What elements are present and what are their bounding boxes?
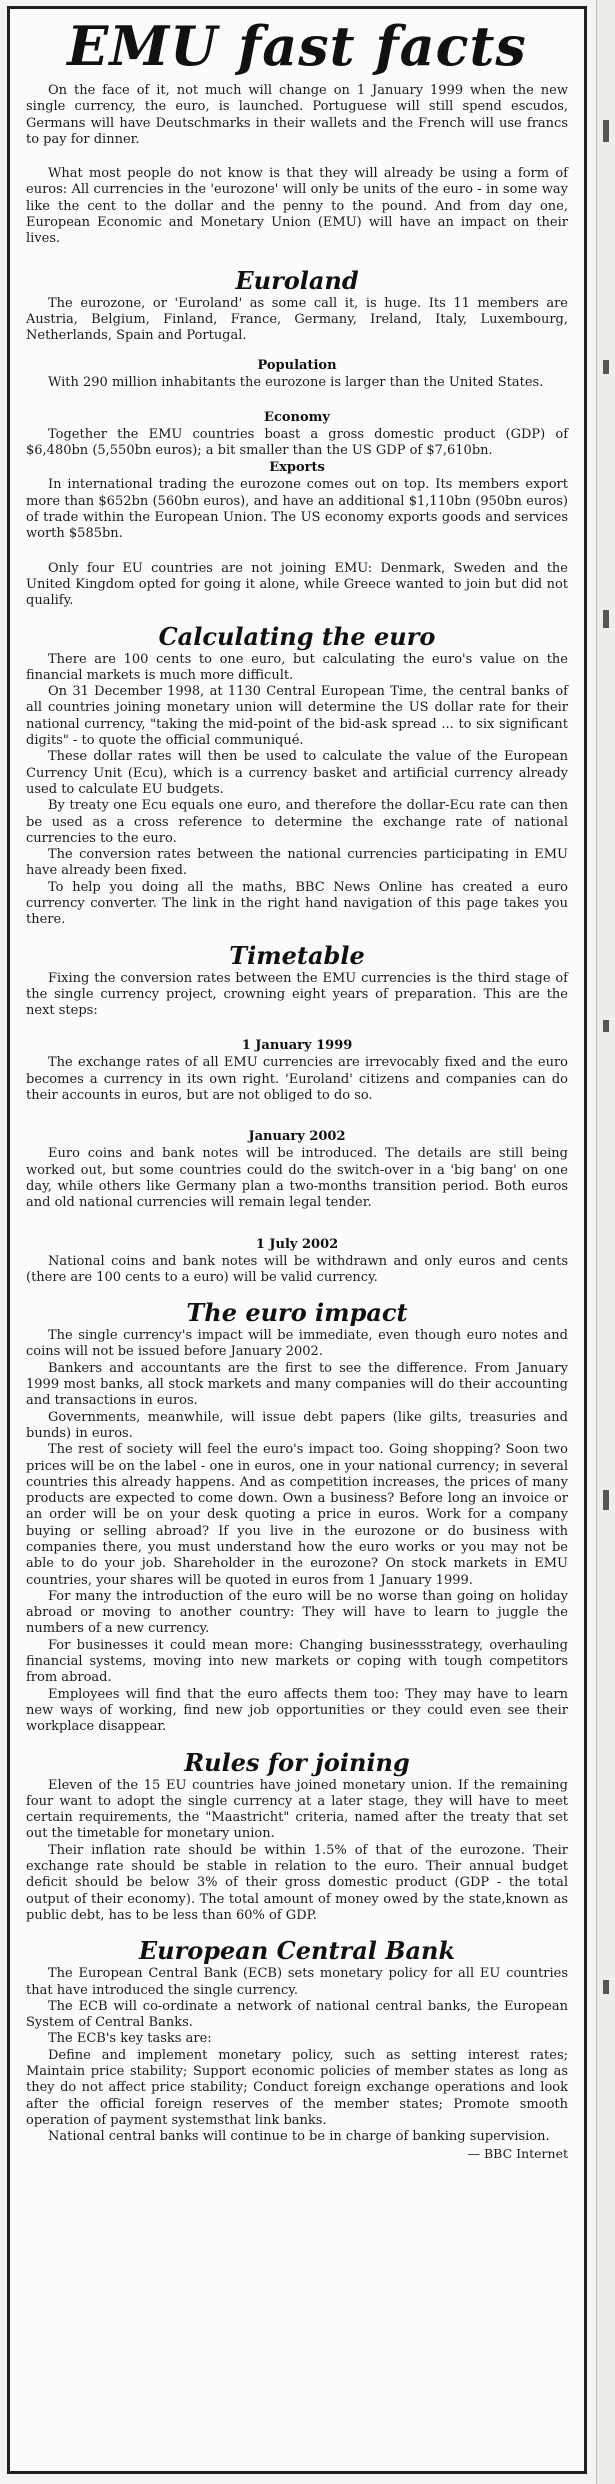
ecb-paragraph-1: The European Central Bank (ECB) sets monetary policy for all EU countries that have introduced the single currency. [26,1966,568,1998]
section-heading-ecb: European Central Bank [138,1936,456,1966]
intro-paragraph-1: On the face of it, not much will change on 1 January 1999 when the new single currency, the euro, is launched. Portuguese will still spend escudos, Germans will have Deutschmarks in their wallets and the French will use francs to pay for dinner. [26,83,568,147]
timetable-date-1: 1 January 1999 [241,1038,353,1054]
impact-paragraph-3: Governments, meanwhile, will issue debt papers (like gilts, treasuries and bunds) in euros. [26,1409,568,1441]
timetable-text-3: National coins and bank notes will be withdrawn and only euros and cents (there are 100 cents to a euro) will be valid currency. [26,1253,568,1285]
intro-paragraph-2: What most people do not know is that they will already be using a form of euros: All currencies in the 'eurozone' will only be units of the euro - in some way like the cent to the dollar and the penny to the pound. And from day one, European Economic and Monetary Union (EMU) will have an impact on their lives. [26,166,568,247]
ecb-paragraph-4: Define and implement monetary policy, such as setting interest rates; Maintain price stability; Support economic policies of member states as long as they do not affect price stability; Conduct foreign exchange operations and look after the official foreign reserves of the member states; Promote smooth operation of payment systemsthat link banks. [26,2047,568,2128]
calculating-paragraph-5: The conversion rates between the national currencies participating in EMU have already been fixed. [26,847,568,879]
calculating-paragraph-3: These dollar rates will then be used to calculate the value of the European Currency Unit (Ecu), which is a currency basket and artificial currency already used to calculate EU budgets. [26,749,568,797]
subheading-exports: Exports [269,460,325,476]
section-heading-impact: The euro impact [186,1298,408,1328]
impact-paragraph-1: The single currency's impact will be immediate, even though euro notes and coins will not be issued before January 2002. [26,1328,568,1360]
timetable-intro: Fixing the conversion rates between the EMU currencies is the third stage of the single currency project, crowning eight years of preparation. This are the next steps: [26,970,568,1019]
source-credit: — BBC Internet [467,2145,568,2161]
section-heading-rules: Rules for joining [184,1747,410,1777]
section-heading-calculating: Calculating the euro [158,621,436,651]
section-heading-timetable: Timetable [229,940,365,970]
economy-text: Together the EMU countries boast a gross domestic product (GDP) of $6,480bn (5,550bn euros); a bit smaller than the US GDP of $7,610bn. [26,426,568,459]
exports-text: In international trading the eurozone comes out on top. Its members export more than $652bn (560bn euros), and have an additional $1,110bn (950bn euros) of trade within the European Union. The US economy exports goods and services worth $585bn. [26,477,568,542]
ecb-paragraph-2: The ECB will co-ordinate a network of national central banks, the European System of Central Banks. [26,1998,568,2031]
calculating-paragraph-2: On 31 December 1998, at 1130 Central European Time, the central banks of all countries joining monetary union will determine the US dollar rate for their national currency, "taking the mid-point of the bid-ask spread ... to six significant digits" - to quote the official communiqué. [26,684,568,749]
timetable-date-2: January 2002 [248,1129,346,1145]
timetable-text-1: The exchange rates of all EMU currencies are irrevocably fixed and the euro becomes a currency in its own right. 'Euroland' citizens and companies can do their accounts in euros, but are not obliged to do so. [26,1055,568,1104]
calculating-paragraph-1: There are 100 cents to one euro, but calculating the euro's value on the financial markets is much more difficult. [26,651,568,683]
rules-paragraph-1: Eleven of the 15 EU countries have joined monetary union. If the remaining four want to adopt the single currency at a later stage, they will have to meet certain requirements, the "Maastricht" criteria, named after the treaty that set out the timetable for monetary union. [26,1777,568,1842]
population-text: With 290 million inhabitants the eurozone is larger than the United States. [48,374,544,390]
ecb-paragraph-5: National central banks will continue to be in charge of banking supervision. [48,2129,550,2145]
rules-paragraph-2: Their inflation rate should be within 1.5% of that of the eurozone. Their exchange rate should be stable in relation to the euro. Their annual budget deficit should be below 3% of their gross domestic product (GDP - the total output of their economy). The total amount of money owed by the state,known as public debt, has to be less than 60% of GDP. [26,1842,568,1923]
calculating-paragraph-6: To help you doing all the maths, BBC News Online has created a euro currency converter. The link in the right hand navigation of this page takes you there. [26,879,568,928]
subheading-economy: Economy [264,409,330,425]
article-title: EMU fast facts [67,14,527,78]
calculating-paragraph-4: By treaty one Ecu equals one euro, and therefore the dollar-Ecu rate can then be used as a cross reference to determine the exchange rate of national currencies to the euro. [26,798,568,846]
timetable-date-3: 1 July 2002 [255,1236,339,1252]
ecb-paragraph-3: The ECB's key tasks are: [48,2031,212,2047]
impact-paragraph-2: Bankers and accountants are the first to see the difference. From January 1999 most banks, all stock markets and many companies will do their accounting and transactions in euros. [26,1360,568,1409]
euroland-text: The eurozone, or 'Euroland' as some call it, is huge. Its 11 members are Austria, Belgium, Finland, France, Germany, Ireland, Italy, Luxembourg, Netherlands, Spain and Portugal. [26,295,568,344]
nonmembers-text: Only four EU countries are not joining EMU: Denmark, Sweden and the United Kingdom opted for going it alone, while Greece wanted to join but did not qualify. [26,560,568,609]
impact-paragraph-7: Employees will find that the euro affects them too: They may have to learn new ways of working, find new job opportunities or they could even see their workplace disappear. [26,1686,568,1735]
section-heading-euroland: Euroland [235,265,359,295]
article-box [7,6,587,2474]
adjacent-column-edge [596,0,615,2484]
impact-paragraph-5: For many the introduction of the euro will be no worse than going on holiday abroad or moving to another country: They will have to learn to juggle the numbers of a new currency. [26,1588,568,1637]
timetable-text-2: Euro coins and bank notes will be introduced. The details are still being worked out, but some countries could do the switch-over in a 'big bang' on one day, while others like Germany plan a two-months transition period. Both euros and old national currencies will remain legal tender. [26,1146,568,1211]
impact-paragraph-4: The rest of society will feel the euro's impact too. Going shopping? Soon two prices will be on the label - one in euros, one in your national currency; in several countries this already happens. And as competition increases, the prices of many products are expected to come down. Own a business? Before long an invoice or an order will be on your desk quoting a price in euros. Work for a company buying or selling abroad? If you live in the eurozone or do business with companies there, you must understand how the euro works or you may not be able to do your job. Shareholder in the eurozone? On stock markets in EMU countries, your shares will be quoted in euros from 1 January 1999. [26,1442,568,1588]
impact-paragraph-6: For businesses it could mean more: Changing businessstrategy, overhauling financial systems, moving into new markets or coping with tough competitors from abroad. [26,1637,568,1686]
subheading-population: Population [257,357,337,373]
